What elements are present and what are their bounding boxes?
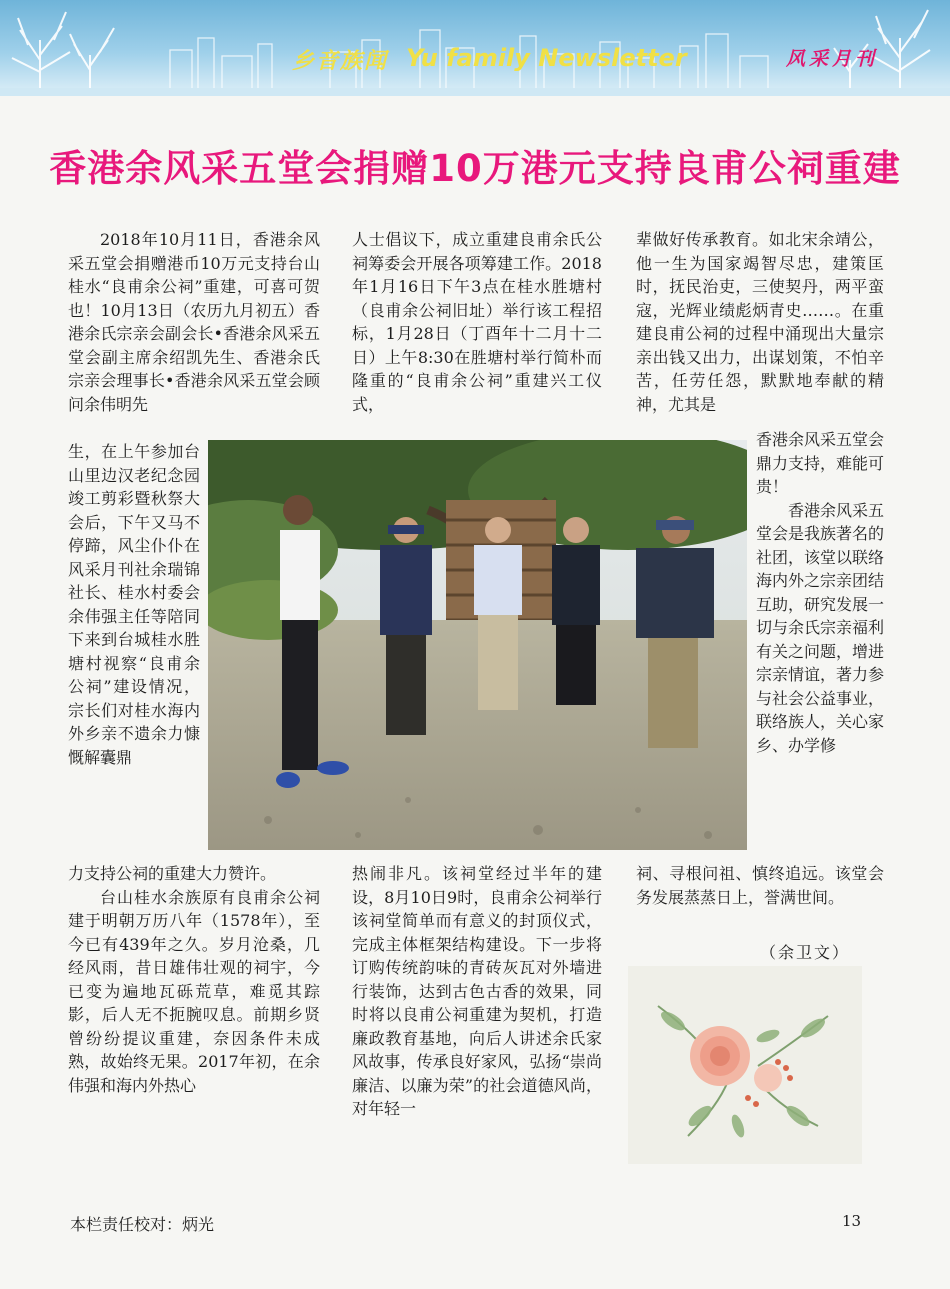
paragraph-continued: 辈做好传承教育。如北宋余靖公，他一生为国家竭智尽忠，建策匡时，抚民治吏，三使契丹，两平蛮寇，光辉业绩彪炳青史……。在重建良甫公祠的过程中涌现出大量宗亲出钱又出力，出谋划策，不怕辛苦，任劳任怨，默默地奉献的精神，尤其是 [636,230,884,414]
paragraph-continued: 香港余风采五堂会鼎力支持，难能可贵！ [756,430,885,496]
header-magazine-name: 风采月刊 [786,48,879,70]
header-left-title: 乡音族闻 [292,48,389,74]
site-visit-photo [208,440,747,850]
flower-illustration [628,966,862,1164]
column3-narrow [756,428,884,757]
paragraph: 香港余风采五堂会是我族著名的社团，该堂以联络海内外之宗亲团结互助，研究发展一切与余氏宗亲福利有关之问题，增进宗亲情谊，著力参与社会公益事业，联络族人，关心家乡、办学修 [756,500,885,755]
paragraph-continued: 生，在上午参加台山里边汉老纪念园竣工剪彩暨秋祭大会后，下午又马不停蹄，风尘仆仆在风采月刊社余瑞锦社长、桂水村委会余伟强主任等陪同下来到台城桂水胜塘村视察“良甫余公祠”建设情况，宗长们对桂水海内外乡亲不遗余力慷慨解囊鼎 [68,442,200,767]
column1-bottom [68,862,320,1097]
paragraph: 2018年10月11日，香港余风采五堂会捐赠港币10万元支持台山桂水“良甫余公祠”重建，可喜可贺也！10月13日（农历九月初五）香港余氏宗亲会副会长•香港余风采五堂会副主席余绍凯先生、香港余氏宗亲会理事长•香港余风采五堂会顾问余伟明先 [68,230,320,414]
paragraph-continued: 热闹非凡。该祠堂经过半年的建设，8月10日9时，良甫余公祠举行该祠堂简单而有意义的封顶仪式，完成主体框架结构建设。下一步将订购传统韵味的青砖灰瓦对外墙进行装饰，达到古色古香的效果，同时将以良甫公祠重建为契机，打造廉政教育基地，向后人讲述余氏家风故事，传承良好家风，弘扬“崇尚廉洁、以廉为荣”的社会道德风尚，对年轻一 [352,864,602,1118]
column3-top [636,228,884,416]
column2-top [352,228,602,416]
author-byline: （余卫文） [760,943,851,962]
paragraph-continued: 人士倡议下，成立重建良甫余氏公祠筹委会开展各项筹建工作。2018年1月16日下午3点在桂水胜塘村（良甫余公祠旧址）举行该工程招标，1月28日（丁酉年十二月十二日）上午8:30在胜塘村举行简朴而隆重的“良甫余公祠”重建兴工仪式， [352,230,602,414]
article-title: 香港余风采五堂会捐赠10万港元支持良甫公祠重建 [49,147,901,190]
paragraph-continued: 力支持公祠的重建大力赞许。 [68,864,277,883]
page-number: 13 [842,1212,862,1230]
column1-narrow [68,440,200,769]
footer-proofreader: 本栏责任校对：炳光 [70,1215,215,1234]
column2-bottom [352,862,602,1121]
column1-top [68,228,320,416]
paragraph-continued: 祠、寻根问祖、慎终追远。该堂会务发展蒸蒸日上，誉满世间。 [636,864,884,907]
paragraph: 台山桂水余族原有良甫余公祠建于明朝万历八年（1578年），至今已有439年之久。岁月沧桑，几经风雨，昔日雄伟壮观的祠宇，今已变为遍地瓦砾荒草，难觅其踪影，后人无不扼腕叹息。前期乡贤曾纷纷提议重建，奈因条件未成熟，故始终无果。2017年初，在余伟强和海内外热心 [68,887,320,1095]
header-banner [0,0,950,96]
header-newsletter-title: Yu family Newsletter [406,44,687,72]
column3-bottom [636,862,884,909]
